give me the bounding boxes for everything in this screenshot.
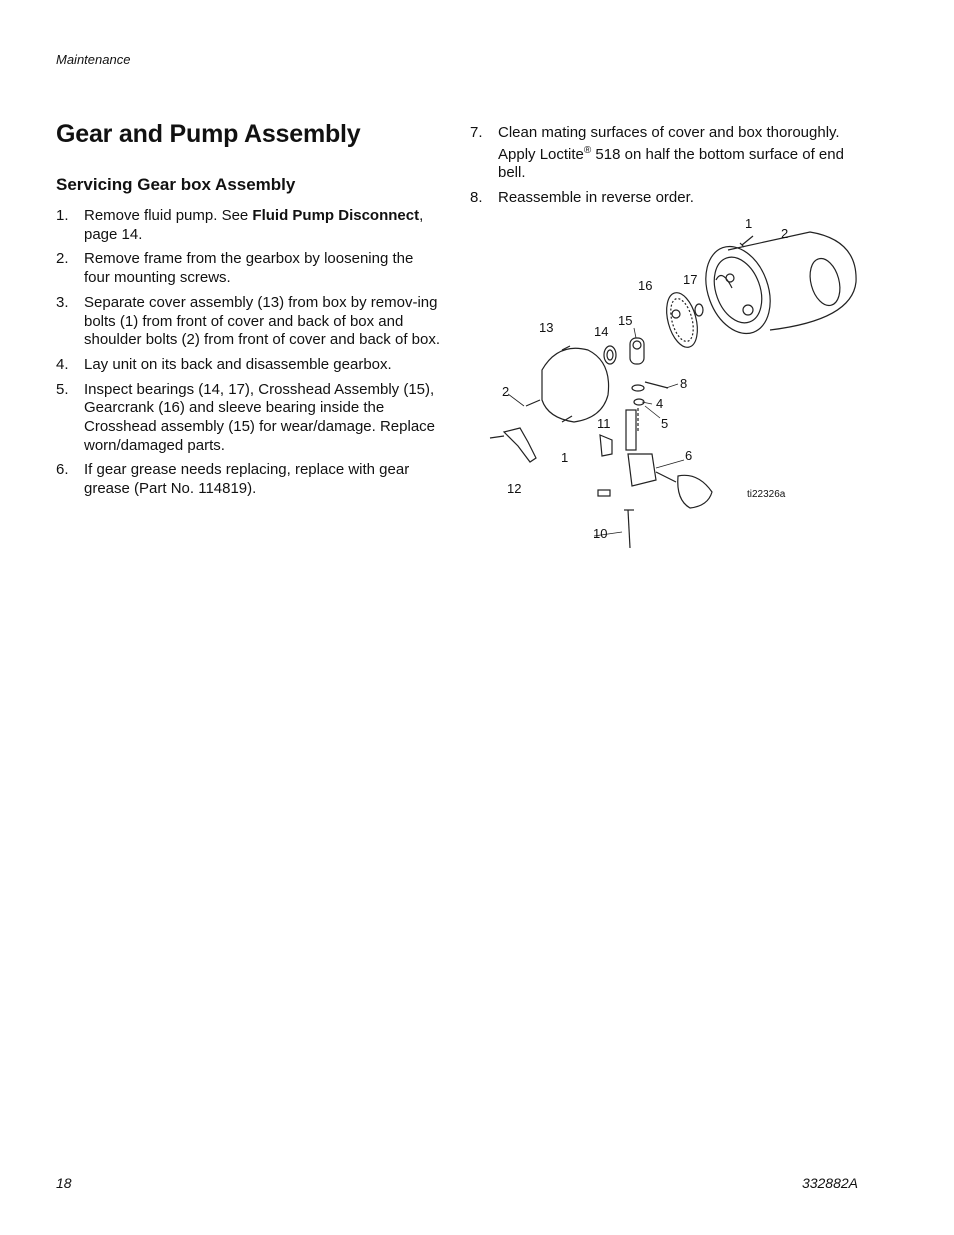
step-text: Remove fluid pump. See: [84, 207, 253, 224]
step-number: 2.: [56, 250, 69, 268]
step-text: Reassemble in reverse order.: [498, 189, 694, 207]
step-text: Lay unit on its back and disassemble gearbox.: [84, 355, 392, 373]
step-text: Clean mating surfaces of cover and box thoroughly.: [498, 124, 840, 141]
step-number: 3.: [56, 293, 69, 311]
step-3: [56, 294, 442, 350]
step-4: [56, 356, 442, 375]
callout-11: 11: [597, 416, 611, 431]
step-8: [470, 189, 870, 208]
callout-1-top: 1: [745, 216, 753, 231]
procedure-steps-right: [470, 124, 870, 214]
callout-10: 10: [593, 526, 608, 541]
step-text: Inspect bearings (14, 17), Crosshead Assembly (15), Gearcrank (16) and sleeve bearing inside the Crosshead assembly (15) for wear/damage. Replace worn/damaged parts.: [84, 380, 435, 454]
callout-1-lower: 1: [561, 450, 569, 465]
callout-16: 16: [638, 278, 653, 293]
callout-15: 15: [618, 313, 633, 328]
callout-4: 4: [656, 396, 664, 411]
step-1: [56, 207, 442, 244]
callout-2-top: 2: [781, 226, 789, 241]
section-subtitle: Servicing Gear box Assembly: [56, 175, 296, 194]
exploded-view-figure: [470, 210, 870, 555]
step-6: [56, 461, 442, 498]
callout-14: 14: [594, 324, 609, 339]
step-text: Remove frame from the gearbox by loosening the four mounting screws.: [84, 250, 414, 287]
callout-6: 6: [685, 448, 693, 463]
callout-17: 17: [683, 272, 698, 287]
step-number: 5.: [56, 380, 69, 398]
callout-8: 8: [680, 376, 688, 391]
step-number: 6.: [56, 461, 69, 479]
section-header: Maintenance: [56, 52, 131, 67]
step-text: Apply Loctite: [498, 145, 584, 163]
step-5: [56, 381, 442, 456]
document-number: 332882A: [801, 1175, 858, 1191]
step-number: 1.: [56, 207, 69, 224]
registered-mark: ®: [583, 144, 592, 156]
step-reference: Fluid Pump Disconnect: [252, 207, 420, 224]
step-text: Separate cover assembly (13) from box by remov-ing bolts (1) from front of cover and back of box and shoulder bolts (2) from front of cover and back of box.: [84, 293, 441, 349]
step-7: [470, 124, 870, 183]
procedure-steps-left: [56, 207, 442, 505]
step-number: 8.: [470, 189, 483, 207]
step-2: [56, 250, 442, 287]
step-number: 4.: [56, 355, 69, 373]
step-text: 518 on half the bottom surface of end bell.: [498, 145, 844, 182]
gearbox-exploded-diagram: [470, 210, 870, 555]
step-text: If gear grease needs replacing, replace with gear grease (Part No. 114819).: [84, 461, 410, 498]
step-text: , page 14.: [84, 207, 424, 243]
callout-12: 12: [507, 481, 522, 496]
callout-5: 5: [661, 416, 669, 431]
callout-13: 13: [539, 320, 554, 335]
page-title: Gear and Pump Assembly: [56, 120, 361, 148]
callout-2-left: 2: [502, 384, 510, 399]
page-number: 18: [56, 1175, 72, 1191]
step-number: 7.: [470, 124, 483, 141]
figure-id: ti22326a: [747, 489, 786, 500]
